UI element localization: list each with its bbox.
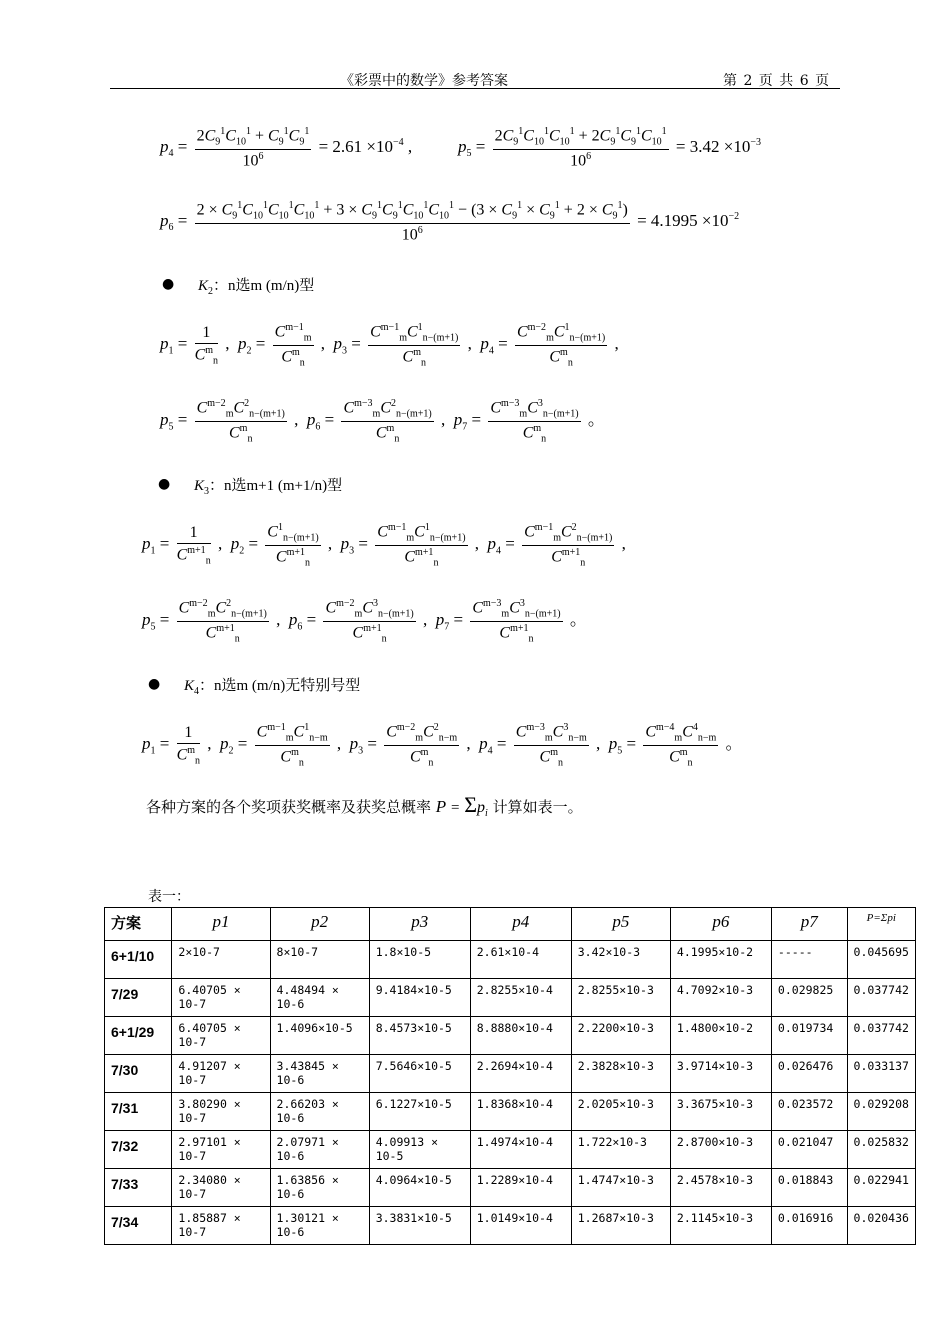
page-header-title: 《彩票中的数学》参考答案 [340,73,508,89]
row-plan: 7/30 [105,1055,172,1093]
table-cell: 1.722×10-3 [571,1131,670,1169]
table-cell: 0.018843 [771,1169,847,1207]
table-cell: 2.2200×10-3 [571,1017,670,1055]
table-cell: 2.4578×10-3 [670,1169,771,1207]
table-row [105,1207,916,1245]
row-plan: 7/31 [105,1093,172,1131]
table-cell: 0.037742 [847,1017,915,1055]
table-cell: 4.1995×10-2 [670,941,771,979]
table-cell: ----- [771,941,847,979]
bullet-k3: ● [158,476,171,492]
table-cell: 7.5646×10-5 [369,1055,470,1093]
k2-formulas-row1: $p_1$ = $\frac{1}{C^m_n}$ , $p_2$ = $\frac{C^{m-1}_m}{C^m_n}$ , $p_3$ = $\frac{C^{m-1}_mC^1_{n-(m+1)}}{C^m_n}$ , $p_4$ = $\frac{C^{m-2}_mC^1_{n-(m+1)}}{C^m_n}$ , [160,322,619,369]
table-cell: 3.80290 × 10-7 [172,1093,270,1131]
p4-exponent: −4 [393,137,404,149]
header-plan: 方案 [105,908,172,941]
bullet-k4: ● [148,676,161,692]
table-cell: 2.97101 × 10-7 [172,1131,270,1169]
table-cell: 0.020436 [847,1207,915,1245]
p6-value: = 4.1995 ×10 [637,210,729,230]
table-cell: 1.8368×10-4 [470,1093,571,1131]
k4-formulas-row: $p_1$ = $\frac{1}{C^m_n}$ , $p_2$ = $\frac{C^{m-1}_mC^1_{n-m}}{C^m_n}$ , $p_3$ = $\frac{C^{m-2}_mC^2_{n-m}}{C^m_n}$ , $p_4$ = $\frac{C^{m-3}_mC^3_{n-m}}{C^m_n}$ , $p_5$ = $\frac{C^{m-4}_mC^4_{n-m}}{C^m_n}$ 。 [142,722,743,769]
table-cell: 4.09913 × 10-5 [369,1131,470,1169]
table-cell: 0.045695 [847,941,915,979]
table-cell: 0.037742 [847,979,915,1017]
header-p1: p1 [172,908,270,941]
p4-value: = 2.61 ×10 [318,136,393,156]
table-cell: 3.3831×10-5 [369,1207,470,1245]
page-number: 第 2 页 共 6 页 [723,73,830,89]
row-plan: 6+1/10 [105,941,172,979]
table-row [105,941,916,979]
row-plan: 7/32 [105,1131,172,1169]
table-cell: 1.0149×10-4 [470,1207,571,1245]
header-rule [110,88,840,89]
table-cell: 3.43845 × 10-6 [270,1055,369,1093]
table-cell: 0.026476 [771,1055,847,1093]
table-row [105,1093,916,1131]
table-cell: 1.4096×10-5 [270,1017,369,1055]
table-row [105,1131,916,1169]
table-cell: 2.8700×10-3 [670,1131,771,1169]
table-cell: 3.9714×10-3 [670,1055,771,1093]
formula-p4: $p_4$ = $\frac{2C_9^1C_{10}^1 + C_9^1C_9^1}{10^6}$ = $2.61 \times 10^{-4}$ , [160,126,413,169]
table-caption: 表一： [148,889,190,905]
section-k3-heading: $K_3$：n选m+1 (m+1/n)型 [194,478,343,497]
table-cell: 9.4184×10-5 [369,979,470,1017]
table-cell: 2.61×10-4 [470,941,571,979]
table-cell: 0.023572 [771,1093,847,1131]
table-cell: 0.029825 [771,979,847,1017]
table-cell: 2.1145×10-3 [670,1207,771,1245]
table-cell: 2.8255×10-4 [470,979,571,1017]
table-cell: 0.033137 [847,1055,915,1093]
table-cell: 6.40705 × 10-7 [172,1017,270,1055]
table-cell: 4.48494 × 10-6 [270,979,369,1017]
table-cell: 1.4800×10-2 [670,1017,771,1055]
summary-sentence: 各种方案的各个奖项获奖概率及获奖总概率 $P = \Sigma p_i$ 计算如表一。 [146,792,583,819]
header-p3: p3 [369,908,470,941]
table-cell: 0.022941 [847,1169,915,1207]
table-cell: 8.4573×10-5 [369,1017,470,1055]
section-k2-heading: $K_2$：n选m (m/n)型 [198,278,315,297]
header-p6: p6 [670,908,771,941]
table-cell: 3.42×10-3 [571,941,670,979]
k2-formulas-row2: $p_5$ = $\frac{C^{m-2}_mC^2_{n-(m+1)}}{C^m_n}$ , $p_6$ = $\frac{C^{m-3}_mC^2_{n-(m+1)}}{C^m_n}$ , $p_7$ = $\frac{C^{m-3}_mC^3_{n-(m+1)}}{C^m_n}$ 。 [160,398,605,445]
table-cell: 4.0964×10-5 [369,1169,470,1207]
table-row [105,1055,916,1093]
table-cell: 8.8880×10-4 [470,1017,571,1055]
k3-formulas-row1: $p_1$ = $\frac{1}{C^{m+1}_n}$ , $p_2$ = $\frac{C^1_{n-(m+1)}}{C^{m+1}_n}$ , $p_3$ = $\frac{C^{m-1}_mC^1_{n-(m+1)}}{C^{m+1}_n}$ , $p_4$ = $\frac{C^{m-1}_mC^2_{n-(m+1)}}{C^{m+1}_n}$ , [142,522,626,569]
row-plan: 7/29 [105,979,172,1017]
p5-exponent: −3 [750,137,761,149]
table-cell: 1.30121 × 10-6 [270,1207,369,1245]
table-cell: 0.021047 [771,1131,847,1169]
header-p2: p2 [270,908,369,941]
p5-value: = 3.42 ×10 [675,136,751,156]
table-cell: 2×10-7 [172,941,270,979]
header-p4: p4 [470,908,571,941]
table-cell: 2.3828×10-3 [571,1055,670,1093]
row-plan: 7/34 [105,1207,172,1245]
table-cell: 0.029208 [847,1093,915,1131]
row-plan: 6+1/29 [105,1017,172,1055]
table-cell: 0.016916 [771,1207,847,1245]
table-cell: 2.0205×10-3 [571,1093,670,1131]
table-cell: 1.2687×10-3 [571,1207,670,1245]
table-cell: 4.7092×10-3 [670,979,771,1017]
formula-p6: $p_6$ = $2 \times C_9^1C_{10}^1C_{10}^1C_{10}^1 + 3 \times C_9^1C_9^1C_{10}^1C_{10}^1 - (3 \times C_9^1 \times C_9^1 + 2 \times C_9^1)$ $10^6$ = $4.1995 \times 10^{-2}$ [160,200,740,243]
table-row [105,979,916,1017]
table-cell: 6.40705 × 10-7 [172,979,270,1017]
table-cell: 0.025832 [847,1131,915,1169]
table-cell: 8×10-7 [270,941,369,979]
bullet-k2: ● [162,276,175,292]
header-p7: p7 [771,908,847,941]
table-cell: 1.4747×10-3 [571,1169,670,1207]
table-cell: 4.91207 × 10-7 [172,1055,270,1093]
header-p5: p5 [571,908,670,941]
table-cell: 1.4974×10-4 [470,1131,571,1169]
table-cell: 3.3675×10-3 [670,1093,771,1131]
table-cell: 2.07971 × 10-6 [270,1131,369,1169]
formula-p5: $p_5$ = $\frac{2C_9^1C_{10}^1C_{10}^1 + 2C_9^1C_9^1C_{10}^1}{10^6}$ = $3.42 \times 10^{-3}$ [458,126,761,169]
table-cell: 1.2289×10-4 [470,1169,571,1207]
table-cell: 0.019734 [771,1017,847,1055]
table-row [105,1017,916,1055]
table-cell: 2.8255×10-3 [571,979,670,1017]
p6-exponent: −2 [728,211,740,223]
table-cell: 6.1227×10-5 [369,1093,470,1131]
k3-formulas-row2: $p_5$ = $\frac{C^{m-2}_mC^2_{n-(m+1)}}{C^{m+1}_n}$ , $p_6$ = $\frac{C^{m-2}_mC^3_{n-(m+1)}}{C^{m+1}_n}$ , $p_7$ = $\frac{C^{m-3}_mC^3_{n-(m+1)}}{C^{m+1}_n}$ 。 [142,598,587,645]
table-cell: 1.85887 × 10-7 [172,1207,270,1245]
table-cell: 2.2694×10-4 [470,1055,571,1093]
table-row [105,1169,916,1207]
table-cell: 1.8×10-5 [369,941,470,979]
table-cell: 1.63856 × 10-6 [270,1169,369,1207]
table-header-row [105,908,916,941]
table-cell: 2.34080 × 10-7 [172,1169,270,1207]
table-cell: 2.66203 × 10-6 [270,1093,369,1131]
row-plan: 7/33 [105,1169,172,1207]
section-k4-heading: $K_4$：n选m (m/n)无特别号型 [184,678,361,697]
probability-table [104,907,916,1245]
header-total: P=Σpi [847,908,915,941]
